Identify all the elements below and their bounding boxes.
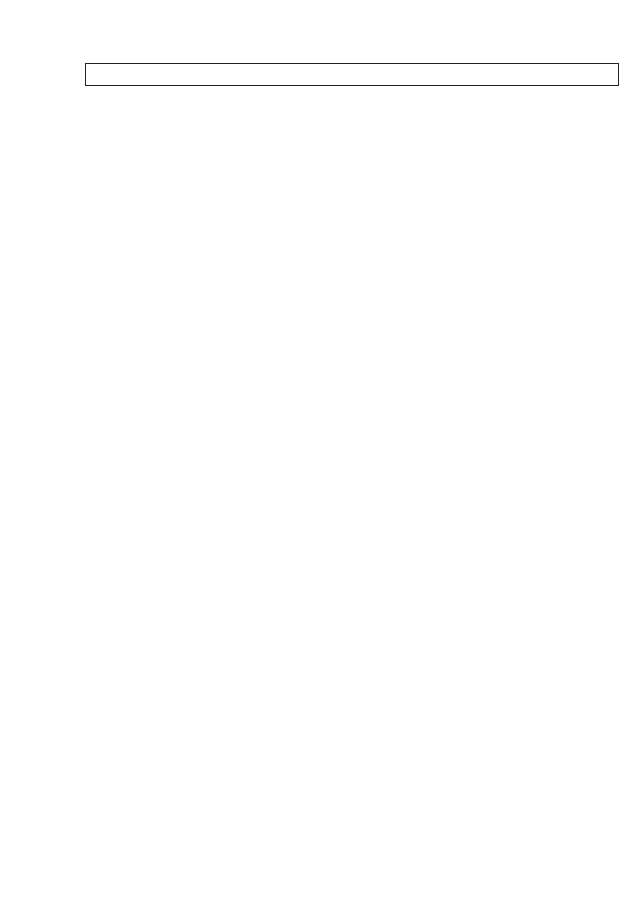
section-heading-task-2 xyxy=(86,64,619,86)
indicators-table xyxy=(85,63,619,86)
